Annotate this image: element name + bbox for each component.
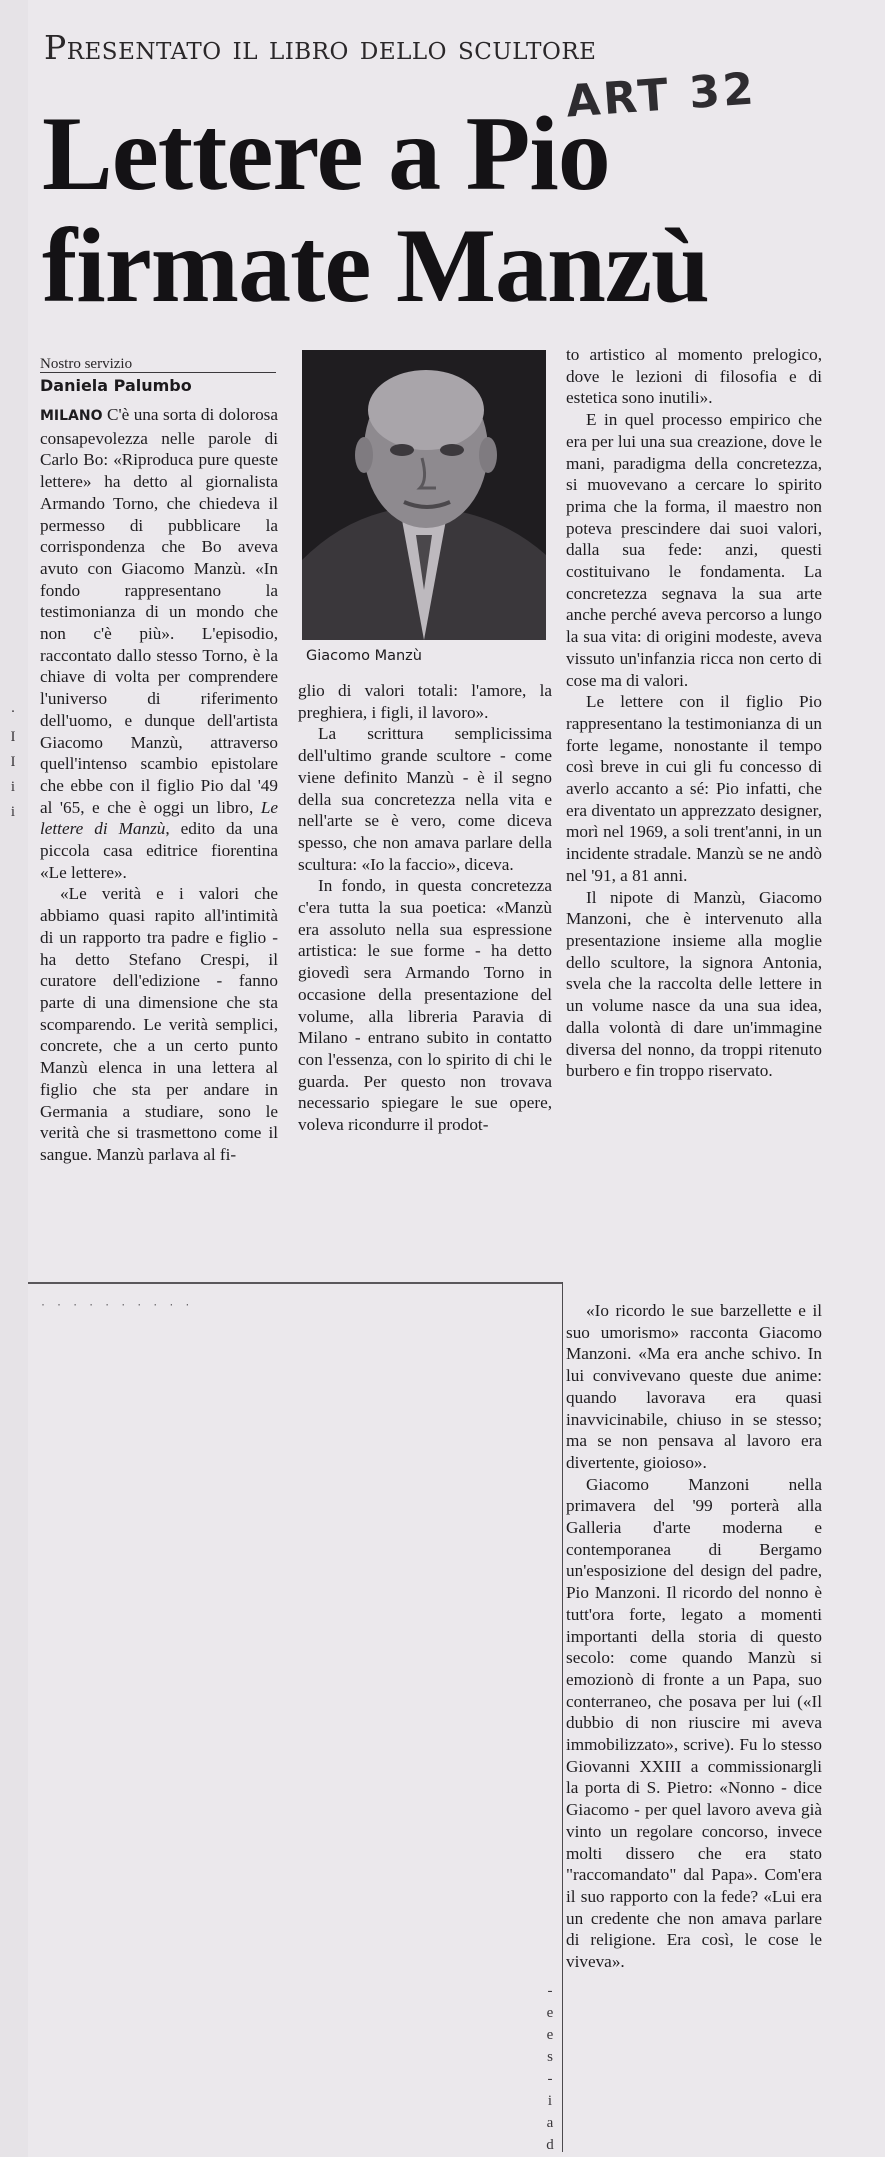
dateline-city: MILANO xyxy=(40,408,103,424)
portrait-photo xyxy=(302,350,546,640)
column-divider xyxy=(562,1282,563,2152)
article-column-3 xyxy=(566,344,822,1082)
margin-letter: - xyxy=(547,1983,553,1999)
headline-line-1: Lettere a Pio xyxy=(42,95,610,212)
margin-letter: d xyxy=(546,2137,554,2153)
margin-mark: I xyxy=(10,729,16,745)
paragraph-text: C'è una sorta di dolorosa consapevolezza nelle parole di Carlo Bo: «Riproduca pure queste lettere» ha detto al giornalista Armando Torno, che chiedeva il permesso di pubblicare la corrispondenza che Bo aveva avuto con Giacomo Manzù. «In fondo rappresentano la testimonianza di un mondo che non c'è più». L'episodio, raccontato dallo stesso Torno, è la chiave di volta per comprendere l'universo di riferimento dell'uomo, e dunque dell'artista Giacomo Manzù, attraverso quell'intenso scambio epistolare che ebbe con il figlio Pio dal '49 al '65, e che è oggi un libro, xyxy=(40,405,278,817)
book-title: Le lettere di Manzù xyxy=(40,797,278,839)
cut-margin-letters xyxy=(538,1980,562,2156)
headline xyxy=(42,95,709,324)
article-column-4 xyxy=(566,1300,822,1973)
margin-mark: i xyxy=(10,779,16,795)
margin-letter: s xyxy=(547,2049,553,2065)
paragraph: «Le verità e i valori che abbiamo quasi rapito all'intimità di un rapporto tra padre e figlio - ha detto Stefano Crespi, il curatore dell'edizione - fanno parte di una dimensione che sta scomparendo. Le verità semplici, concrete, che a un certo punto Manzù elenca in una lettera al figlio che sta per andare in Germania a studiare, sono le verità che si trasmettono come il sangue. Manzù parlava al fi- xyxy=(40,884,278,1164)
margin-mark: I xyxy=(10,754,16,770)
headline-line-2: firmate Manzù xyxy=(42,207,709,324)
margin-letter: e xyxy=(546,2027,554,2043)
paragraph: Le lettere con il figlio Pio rappresentano la testimonianza di un forte legame, nonostante il tempo così breve in cui gli fu concesso di averlo accanto a sé: Pio infatti, che era diventato un apprezzato designer, morì nel 1969, a soli trent'anni, in un incidente stradale. Manzù se ne andò nel '91, a 81 anni. xyxy=(566,692,822,885)
margin-mark: i xyxy=(10,804,16,820)
column-end-rule xyxy=(28,1282,563,1284)
paragraph: Il nipote di Manzù, Giacomo Manzoni, che è intervenuto alla presentazione insieme alla moglie dello scultore, la signora Antonia, svela che la raccolta delle lettere in un volume nasce da una sua idea, dalla volontà di dare un'immagine diversa del nonno, da troppi ritenuto burbero e fin troppo riservato. xyxy=(566,887,822,1081)
paragraph: glio di valori totali: l'amore, la preghiera, i figli, il lavoro». xyxy=(298,681,552,722)
article-column-2 xyxy=(298,680,552,1136)
paragraph: «Io ricordo le sue barzellette e il suo umorismo» racconta Giacomo Manzoni. «Ma era anche schivo. In lui convivevano queste due anime: quando lavorava era quasi inavvicinabile, chiuso in se stesso; ma se non pensava al lavoro era divertente, gioioso». xyxy=(566,1301,822,1472)
portrait-image xyxy=(302,350,546,640)
left-margin-marks xyxy=(6,700,20,825)
margin-letter: a xyxy=(546,2115,554,2131)
byline-author: Daniela Palumbo xyxy=(40,376,192,395)
margin-letter: e xyxy=(546,2005,554,2021)
byline-service: Nostro servizio xyxy=(40,356,133,372)
kicker: Presentato il libro dello scultore xyxy=(44,28,597,67)
paragraph: In fondo, in questa concretezza c'era tutta la sua poetica: «Manzù era assoluto nella sua espressione artistica: le sue forme - ha detto giovedì sera Armando Torno in occasione della presentazione del volume, alla libreria Paravia di Milano - entrano subito in contatto con l'essenza, con lo spirito di chi le guarda. Per questo non trovava necessario spiegare le sue opere, voleva ricondurre il prodot- xyxy=(298,876,552,1135)
paragraph: E in quel processo empirico che era per lui una sua creazione, dove le mani, paradigma della concretezza, si muovevano a cercare lo spirito prima che la forma, il maestro non poteva prescindere dai suoi valori, dalla sua fede: anzi, questi costituivano le fondamenta. La concretezza segnava la sua arte anche perché aveva percorso a lungo la sua vita: di origini modeste, aveva vissuto un'infanzia ricca non certo di cose ma di valori. xyxy=(566,410,822,690)
margin-mark: · xyxy=(10,704,16,720)
margin-letter: - xyxy=(547,2071,553,2087)
handwritten-tag: ART 32 xyxy=(564,63,759,128)
paragraph: Giacomo Manzoni nella primavera del '99 porterà alla Galleria d'arte moderna e contemporanea di Bergamo un'esposizione del design del padre, Pio Manzoni. Il ricordo del nonno è tutt'ora forte, legato a momenti importanti della storia di questo secolo: come quando Manzù si emozionò di fronte a un Papa, suo conterraneo, che posava per lui («Il dubbio di non riuscire mi aveva immobilizzato», scrive). Fu lo stesso Giovanni XXIII a commissionargli la porta di S. Pietro: «Nonno - dice Giacomo - per quel lavoro aveva già vinto un regolare concorso, invece molti dissero che era stato "raccomandato" dal Papa». Com'era il suo rapporto con la fede? «Lui era un credente che non amava parlare di religione. Era così, le cose le viveva». xyxy=(566,1474,822,1972)
paragraph: La scrittura semplicissima dell'ultimo grande scultore - come viene definito Manzù - è il segno della sua concretezza nella vita e nell'arte se è vero, come diceva spesso, che non amava parlare della scultura: «Io la faccio», diceva. xyxy=(298,724,552,874)
margin-letter: i xyxy=(547,2093,553,2109)
faint-print-strip: · · · · · · · · · · xyxy=(40,1300,193,1311)
paragraph xyxy=(40,404,278,883)
article-column-1 xyxy=(40,404,278,1166)
photo-caption: Giacomo Manzù xyxy=(306,648,422,664)
byline-divider xyxy=(40,372,276,373)
paragraph: to artistico al momento prelogico, dove le lezioni di filosofia e di estetica sono inutili». xyxy=(566,345,822,408)
paragraph-text: , edito da una piccola casa editrice fiorentina «Le lettere». xyxy=(40,819,279,882)
